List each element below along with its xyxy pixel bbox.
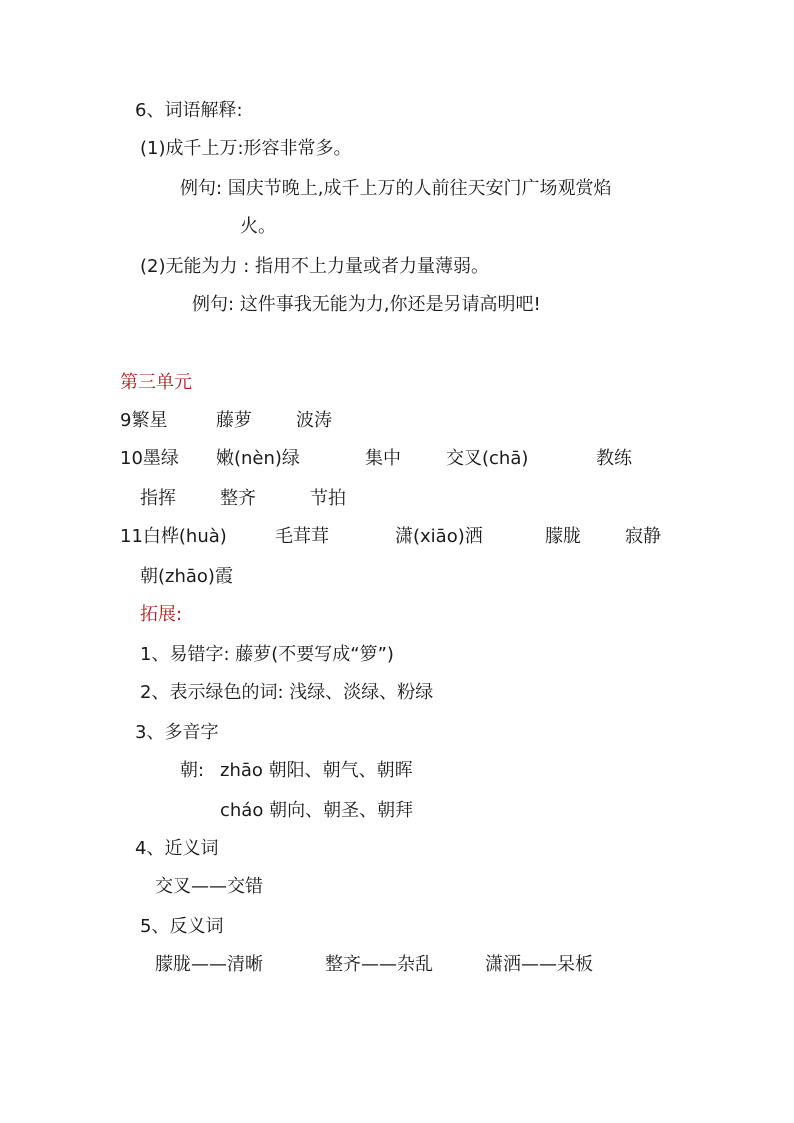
- polyphone-zhao: zhāo 朝阳、朝气、朝晖: [220, 760, 413, 781]
- example-2: 例句: 这件事我无能为力,你还是另请高明吧!: [192, 294, 541, 315]
- extension-item-1: 1、易错字: 藤萝(不要写成“箩”): [140, 644, 394, 665]
- section-6-heading: 6、词语解释:: [135, 100, 243, 121]
- polyphone-char: 朝:: [180, 760, 205, 781]
- lesson-9-row: [120, 408, 720, 434]
- lesson-11-word: 11白桦(huà): [120, 526, 227, 547]
- lesson-10-word: 嫩(nèn)绿: [216, 448, 300, 469]
- antonym-pair: 潇洒——呆板: [485, 954, 593, 975]
- example-1-line-1: 例句: 国庆节晚上,成千上万的人前往天安门广场观赏焰: [180, 178, 612, 199]
- lesson-11-word: 毛茸茸: [275, 526, 329, 547]
- extension-item-3: 3、多音字: [135, 722, 219, 743]
- lesson-11-word: 寂静: [625, 526, 661, 547]
- example-1-line-2: 火。: [240, 216, 276, 237]
- lesson-11-word: 朦胧: [545, 526, 581, 547]
- lesson-10-word: 指挥: [140, 488, 176, 509]
- antonym-row: [155, 952, 755, 978]
- extension-title: 拓展:: [140, 604, 183, 625]
- lesson-10-row-2: [140, 486, 540, 512]
- term-1: (1)成千上万:形容非常多。: [140, 138, 352, 159]
- antonym-pair: 整齐——杂乱: [325, 954, 433, 975]
- lesson-10-word: 节拍: [310, 488, 346, 509]
- extension-item-2: 2、表示绿色的词: 浅绿、淡绿、粉绿: [140, 682, 434, 703]
- extension-item-4: 4、近义词: [135, 838, 219, 859]
- lesson-9-word: 9繁星: [120, 410, 168, 431]
- lesson-9-word: 波涛: [296, 410, 332, 431]
- extension-item-5: 5、反义词: [140, 916, 224, 937]
- lesson-11-row-1: [120, 524, 720, 550]
- lesson-10-word: 交叉(chā): [446, 448, 529, 469]
- lesson-11-word: 潇(xiāo)洒: [395, 526, 483, 547]
- lesson-10-word: 整齐: [220, 488, 256, 509]
- polyphone-zhao-row: [180, 758, 580, 784]
- lesson-10-word: 10墨绿: [120, 448, 179, 469]
- polyphone-chao: cháo 朝向、朝圣、朝拜: [220, 800, 414, 821]
- lesson-10-row-1: [120, 446, 720, 472]
- lesson-10-word: 集中: [365, 448, 401, 469]
- unit-3-title: 第三单元: [120, 372, 192, 393]
- lesson-9-word: 藤萝: [216, 410, 252, 431]
- antonym-pair: 朦胧——清晰: [155, 954, 263, 975]
- lesson-10-word: 教练: [596, 448, 632, 469]
- lesson-11-row-2: 朝(zhāo)霞: [140, 566, 233, 587]
- term-2: (2)无能为力 : 指用不上力量或者力量薄弱。: [140, 256, 490, 277]
- synonym-pair: 交叉——交错: [155, 876, 263, 897]
